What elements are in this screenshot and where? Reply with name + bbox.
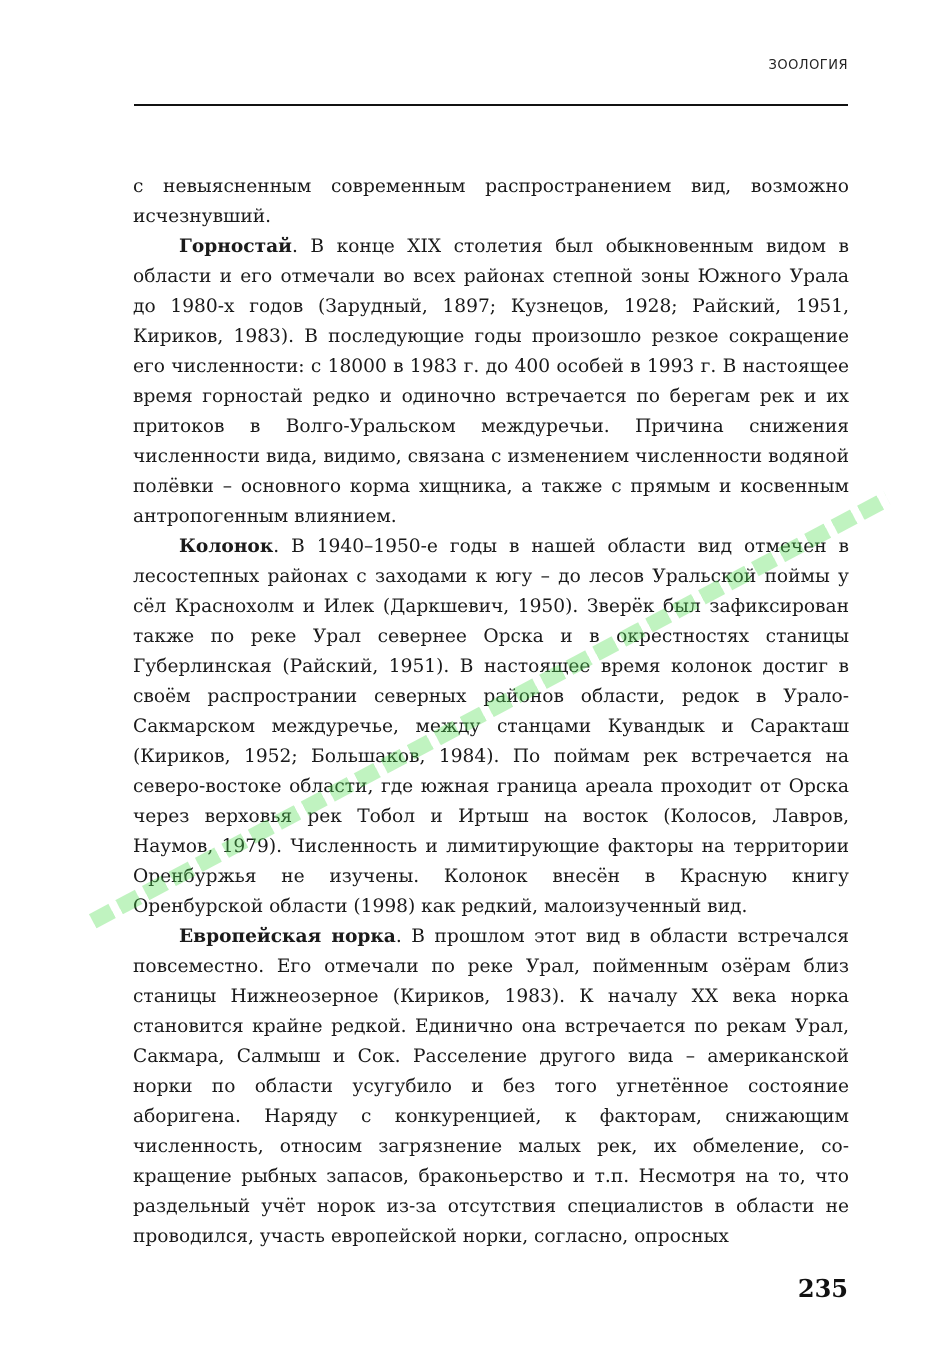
paragraph-text: . В 1940–1950-е годы в нашей области вид отмечен в лесостепных районах с заходами к югу – до лесов Уральской поймы у сёл Краснохолм и Илек (Даркшевич, 1950). Зверёк был зафиксирован также по реке Урал севернее Орска и в окрестностях станицы Губерлинская (Райский, 1951). В настоящее время колонок достиг в своём распространии северных районов области, редок в Урало-Сакмарском междуречье, между станцами Кувандык и Саракташ (Кириков, 1952; Большаков, 1984). По поймам рек встречается на северо-востоке области, где южная граница ареала проходит от Орска через верховья рек Тобол и Иртыш на восток (Колосов, Лавров, Наумов, 1979). Численность и лимитирующие факторы на территории Оренбуржья не изучены. Колонок внесён в Красную книгу Оренбурской области (1998) как редкий, малоизученный вид. — [133, 536, 849, 917]
paragraph-european-mink — [133, 922, 849, 1252]
paragraph-text: . В конце XIX столетия был обыкновенным видом в области и его отмечали во всех районах степной зоны Южного Урала до 1980-х годов (Зарудный, 1897; Кузнецов, 1928; Райский, 1951, Кириков, 1983). В последующие годы произошло резкое сокращение его численности: с 18000 в 1983 г. до 400 особей в 1993 г. В настоящее время горностай редко и одиночно встречается по берегам рек и их притоков в Волго-Уральском междуречьи. Причина снижения численности вида, видимо, связана с изменением численности водяной полёвки – основного корма хищника, а также с прямым и косвенным антропогенным влиянием. — [133, 236, 849, 527]
paragraph-siberian-weasel — [133, 532, 849, 922]
running-title: ЗООЛОГИЯ — [768, 58, 848, 73]
page-number: 235 — [797, 1274, 848, 1303]
paragraph-text: с невыясненным современным распространением вид, возможно исчезнувший. — [133, 176, 849, 227]
header-rule — [134, 104, 848, 106]
species-term: Колонок — [179, 536, 274, 557]
paragraph-ermine — [133, 232, 849, 532]
paragraph-continuation — [133, 172, 849, 232]
species-term: Европейская норка — [179, 926, 396, 947]
paragraph-text: . В прошлом этот вид в области встречался повсеместно. Его отмечали по реке Урал, пойменным озёрам близ станицы Нижнеозерное (Кириков, 1983). К началу XX века норка становится крайне редкой. Единично она встречается по рекам Урал, Сакмара, Салмыш и Сок. Расселение другого вида – американской норки по области усугубило и без того угнетённое состояние аборигена. Наряду с конкуренцией, к факторам, снижающим численность, относим загрязнение малых рек, их обмеление, сокращение рыбных запасов, браконьерство и т.п. Несмотря на то, что раздельный учёт норок из-за отсутствия специалистов в области не проводился, участь европейской норки, согласно, опросных — [133, 926, 849, 1247]
species-term: Горностай — [179, 236, 292, 257]
main-text — [133, 172, 849, 1252]
